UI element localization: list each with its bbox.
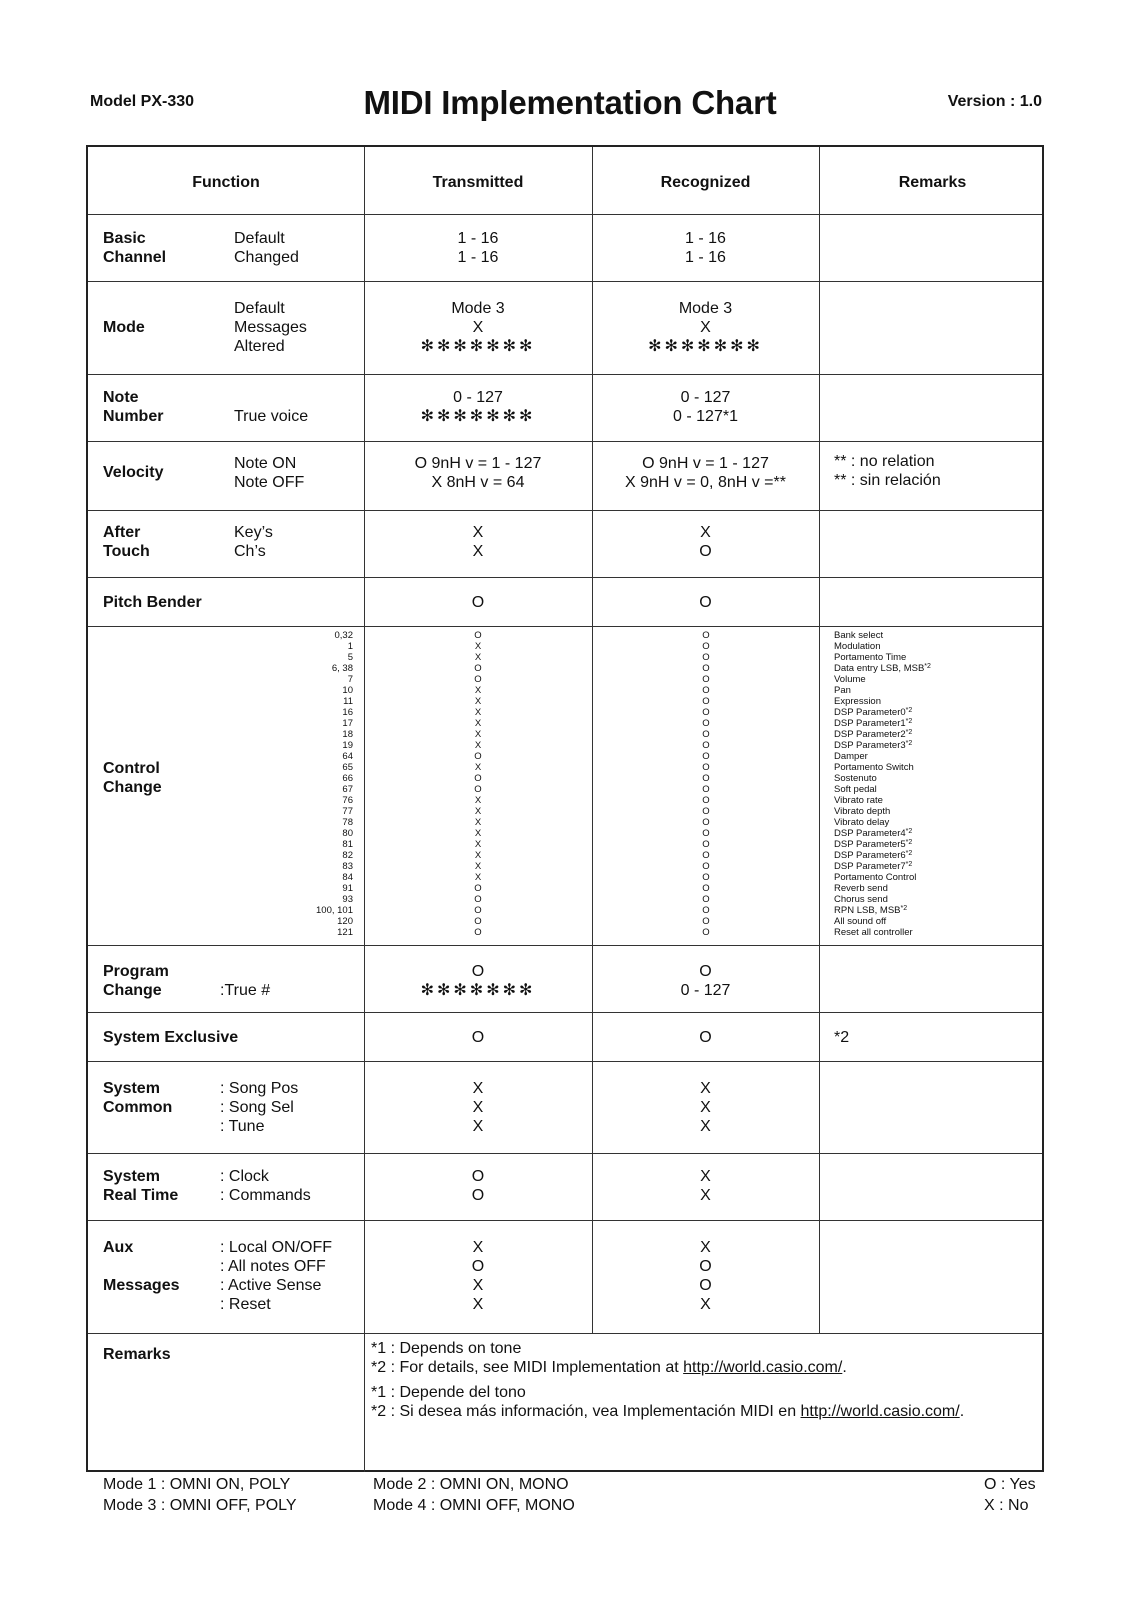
basic-recognized: 1 - 16 1 - 16 (685, 230, 726, 266)
cc-remark: Reverb send (834, 883, 888, 894)
cc-remark: Portamento Time (834, 652, 907, 663)
cc-remark: Soft pedal (834, 784, 877, 795)
cc-transmitted-value: X (474, 685, 482, 696)
row-divider (88, 1061, 1042, 1062)
page-title: MIDI Implementation Chart (363, 84, 777, 121)
cc-transmitted-value: X (474, 817, 482, 828)
cc-remark: DSP Parameter6$^{*2}$ (834, 850, 913, 861)
cc-remark: Expression (834, 696, 881, 707)
cc-transmitted-value: X (474, 872, 482, 883)
col-header-recognized: Recognized (660, 174, 751, 191)
yes-no-legend: O : Yes X : No (984, 1476, 1036, 1514)
program-change-label: Program Change (103, 963, 169, 999)
cc-number: 100, 101 (316, 905, 353, 916)
row-divider (88, 1220, 1042, 1221)
mode-recognized: Mode 3 X ✻✻✻✻✻✻✻ (648, 300, 763, 355)
pitch-bender-recognized: O (699, 594, 712, 611)
cc-recognized-value: O (702, 850, 710, 861)
cc-recognized-value: O (702, 740, 710, 751)
col-divider-3 (819, 147, 820, 1333)
cc-number: 64 (342, 751, 353, 762)
cc-transmitted-value: O (474, 883, 482, 894)
col-header-remarks: Remarks (898, 174, 967, 191)
cc-recognized-value: O (702, 927, 710, 938)
cc-recognized (686, 630, 726, 938)
cc-transmitted-value: O (474, 916, 482, 927)
cc-recognized-value: O (702, 828, 710, 839)
cc-transmitted-value: X (474, 828, 482, 839)
sysex-transmitted: O (471, 1029, 485, 1046)
cc-recognized-value: O (702, 795, 710, 806)
cc-recognized-value: O (702, 762, 710, 773)
remarks-note-3: *1 : Depende del tono (371, 1384, 526, 1401)
cc-recognized-value: O (702, 872, 710, 883)
cc-number: 81 (342, 839, 353, 850)
cc-recognized-value: O (702, 685, 710, 696)
cc-transmitted-value: O (474, 773, 482, 784)
col-header-transmitted: Transmitted (432, 174, 524, 191)
cc-transmitted-value: X (474, 718, 482, 729)
cc-remark: Volume (834, 674, 866, 685)
sysex-remarks: *2 (834, 1029, 850, 1046)
aux-transmitted: X O X X (471, 1239, 485, 1313)
aftertouch-transmitted: X X (472, 524, 484, 560)
aftertouch-recognized: X O (699, 524, 712, 560)
cc-transmitted-value: X (474, 729, 482, 740)
cc-remark: RPN LSB, MSB$^{*2}$ (834, 905, 908, 916)
cc-recognized-value: O (702, 641, 710, 652)
cc-transmitted-value: X (474, 795, 482, 806)
row-divider (88, 626, 1042, 627)
velocity-sub: Note ON Note OFF (234, 455, 305, 491)
cc-transmitted-value: X (474, 740, 482, 751)
cc-transmitted-value: O (474, 663, 482, 674)
cc-recognized-value: O (702, 630, 710, 641)
cc-recognized-value: O (702, 861, 710, 872)
cc-transmitted-value: X (474, 707, 482, 718)
cc-remark: Portamento Switch (834, 762, 914, 773)
cc-transmitted-value: X (474, 850, 482, 861)
remarks-row-label: Remarks (103, 1346, 171, 1363)
aux-sub: : Local ON/OFF : All notes OFF : Active Sense : Reset (220, 1239, 333, 1313)
cc-number: 80 (342, 828, 353, 839)
cc-transmitted-value: X (474, 839, 482, 850)
cc-remark: DSP Parameter4$^{*2}$ (834, 828, 913, 839)
cc-number: 6, 38 (331, 663, 353, 674)
program-change-sub: :True # (220, 982, 271, 999)
row-divider (88, 510, 1042, 511)
note-transmitted: 0 - 127 ✻✻✻✻✻✻✻ (420, 389, 536, 425)
cc-number: 82 (342, 850, 353, 861)
cc-number: 7 (347, 674, 353, 685)
row-divider (88, 945, 1042, 946)
mode-label: Mode (103, 319, 145, 336)
cc-remark: Vibrato rate (834, 795, 883, 806)
control-change-label: Control Change (103, 760, 162, 796)
cc-remark: Sostenuto (834, 773, 877, 784)
cc-recognized-value: O (702, 817, 710, 828)
cc-number: 83 (342, 861, 353, 872)
cc-number: 1 (347, 641, 353, 652)
system-realtime-sub: : Clock : Commands (220, 1168, 311, 1204)
cc-remark: Data entry LSB, MSB$^{*2}$ (834, 663, 931, 674)
velocity-transmitted: O 9nH v = 1 - 127 X 8nH v = 64 (414, 455, 542, 491)
system-realtime-recognized: X X (700, 1168, 711, 1204)
cc-number: 91 (342, 883, 353, 894)
cc-recognized-value: O (702, 883, 710, 894)
cc-remark: Portamento Control (834, 872, 917, 883)
system-common-recognized: X X X (700, 1080, 711, 1135)
mode-transmitted: Mode 3 X ✻✻✻✻✻✻✻ (420, 300, 536, 355)
col-header-function: Function (192, 174, 260, 191)
cc-number: 5 (347, 652, 353, 663)
cc-transmitted-value: X (474, 762, 482, 773)
cc-recognized-value: O (702, 707, 710, 718)
cc-remark: DSP Parameter7$^{*2}$ (834, 861, 913, 872)
cc-number: 78 (342, 817, 353, 828)
cc-recognized-value: O (702, 663, 710, 674)
cc-number: 10 (342, 685, 353, 696)
system-common-transmitted: X X X (472, 1080, 484, 1135)
row-divider (88, 1012, 1042, 1013)
aftertouch-label: After Touch (103, 524, 150, 560)
row-divider (88, 1333, 1042, 1334)
cc-recognized-value: O (702, 751, 710, 762)
cc-remark: DSP Parameter0$^{*2}$ (834, 707, 913, 718)
midi-table (86, 145, 1044, 1472)
cc-recognized-value: O (702, 729, 710, 740)
cc-remark: DSP Parameter2$^{*2}$ (834, 729, 913, 740)
aux-label: Aux (103, 1239, 134, 1256)
cc-recognized-value: O (702, 674, 710, 685)
version-label: Version : 1.0 (947, 93, 1042, 110)
cc-remark: Bank select (834, 630, 884, 641)
mode-sub: Default Messages Altered (234, 300, 307, 355)
cc-number: 18 (342, 729, 353, 740)
system-common-label: System Common (103, 1080, 173, 1116)
program-change-recognized: O 0 - 127 (680, 963, 731, 999)
cc-transmitted-value: O (474, 784, 482, 795)
cc-recognized-value: O (702, 773, 710, 784)
cc-remark: Reset all controller (834, 927, 913, 938)
cc-number: 17 (342, 718, 353, 729)
cc-number: 67 (342, 784, 353, 795)
aftertouch-sub: Key’s Ch’s (234, 524, 273, 560)
velocity-label: Velocity (103, 464, 164, 481)
cc-numbers (273, 630, 353, 938)
row-divider (88, 214, 1042, 215)
cc-recognized-value: O (702, 916, 710, 927)
system-realtime-transmitted: O O (471, 1168, 485, 1204)
cc-recognized-value: O (702, 718, 710, 729)
cc-transmitted-value: O (474, 905, 482, 916)
remarks-note-4: *2 : Si desea más información, vea Implementación MIDI en http://world.casio.com/. (371, 1403, 965, 1420)
cc-recognized-value: O (702, 652, 710, 663)
velocity-recognized: O 9nH v = 1 - 127 X 9nH v = 0, 8nH v =** (625, 455, 786, 491)
cc-number: 11 (343, 696, 353, 707)
cc-number: 76 (342, 795, 353, 806)
cc-transmitted-value: O (474, 927, 482, 938)
cc-number: 0,32 (334, 630, 353, 641)
cc-number: 121 (337, 927, 353, 938)
system-realtime-label: System Real Time (103, 1168, 179, 1204)
mode-legend-1: Mode 1 : OMNI ON, POLY Mode 3 : OMNI OFF, POLY (103, 1476, 297, 1514)
cc-transmitted-value: O (474, 674, 482, 685)
cc-recognized-value: O (702, 905, 710, 916)
row-divider (88, 374, 1042, 375)
cc-transmitted-value: X (474, 806, 482, 817)
basic-label: Basic Channel (103, 230, 167, 266)
cc-remark: All sound off (834, 916, 887, 927)
row-divider (88, 577, 1042, 578)
cc-recognized-value: O (702, 806, 710, 817)
cc-remark: DSP Parameter1$^{*2}$ (834, 718, 913, 729)
aux-recognized: X O O X (699, 1239, 712, 1313)
cc-remark: Modulation (834, 641, 881, 652)
cc-transmitted-value: O (474, 630, 482, 641)
program-change-transmitted: O ✻✻✻✻✻✻✻ (420, 963, 536, 999)
cc-remark: Damper (834, 751, 868, 762)
cc-remark: Vibrato delay (834, 817, 890, 828)
cc-recognized-value: O (702, 784, 710, 795)
cc-number: 65 (342, 762, 353, 773)
cc-transmitted-value: O (474, 751, 482, 762)
row-divider (88, 441, 1042, 442)
sysex-recognized: O (699, 1029, 712, 1046)
cc-number: 66 (342, 773, 353, 784)
cc-number: 16 (342, 707, 353, 718)
cc-number: 120 (337, 916, 353, 927)
cc-remark: Vibrato depth (834, 806, 891, 817)
row-divider (88, 281, 1042, 282)
system-common-sub: : Song Pos : Song Sel : Tune (220, 1080, 299, 1135)
aux-label-2: Messages (103, 1277, 180, 1294)
cc-remark: DSP Parameter5$^{*2}$ (834, 839, 913, 850)
cc-transmitted-value: X (474, 641, 482, 652)
cc-number: 93 (342, 894, 353, 905)
sysex-label: System Exclusive (103, 1029, 239, 1046)
mode-legend-2: Mode 2 : OMNI ON, MONO Mode 4 : OMNI OFF, MONO (373, 1476, 575, 1514)
casio-link-es[interactable]: http://world.casio.com/ (800, 1403, 960, 1420)
cc-recognized-value: O (702, 894, 710, 905)
pitch-bender-transmitted: O (471, 594, 485, 611)
cc-remark: Chorus send (834, 894, 888, 905)
note-sub: True voice (234, 408, 309, 425)
note-label: Note Number (103, 389, 164, 425)
note-recognized: 0 - 127 0 - 127*1 (673, 389, 738, 425)
remarks-note-1: *1 : Depends on tone (371, 1340, 522, 1357)
remarks-note-2: *2 : For details, see MIDI Implementation at http://world.casio.com/. (371, 1359, 847, 1376)
cc-remark: Pan (834, 685, 851, 696)
basic-sub: Default Changed (234, 230, 299, 266)
cc-number: 77 (342, 806, 353, 817)
cc-remarks (834, 630, 931, 938)
cc-remark: DSP Parameter3$^{*2}$ (834, 740, 913, 751)
cc-recognized-value: O (702, 696, 710, 707)
basic-transmitted: 1 - 16 1 - 16 (457, 230, 499, 266)
cc-number: 84 (342, 872, 353, 883)
casio-link[interactable]: http://world.casio.com/ (683, 1359, 843, 1376)
model-label: Model PX-330 (90, 93, 195, 110)
cc-transmitted (458, 630, 498, 938)
pitch-bender-label: Pitch Bender (103, 594, 202, 611)
cc-transmitted-value: O (474, 894, 482, 905)
row-divider (88, 1153, 1042, 1154)
cc-transmitted-value: X (474, 861, 482, 872)
cc-transmitted-value: X (474, 652, 482, 663)
cc-number: 19 (342, 740, 353, 751)
cc-recognized-value: O (702, 839, 710, 850)
velocity-remarks: ** : no relation ** : sin relación (834, 453, 941, 489)
cc-transmitted-value: X (474, 696, 482, 707)
